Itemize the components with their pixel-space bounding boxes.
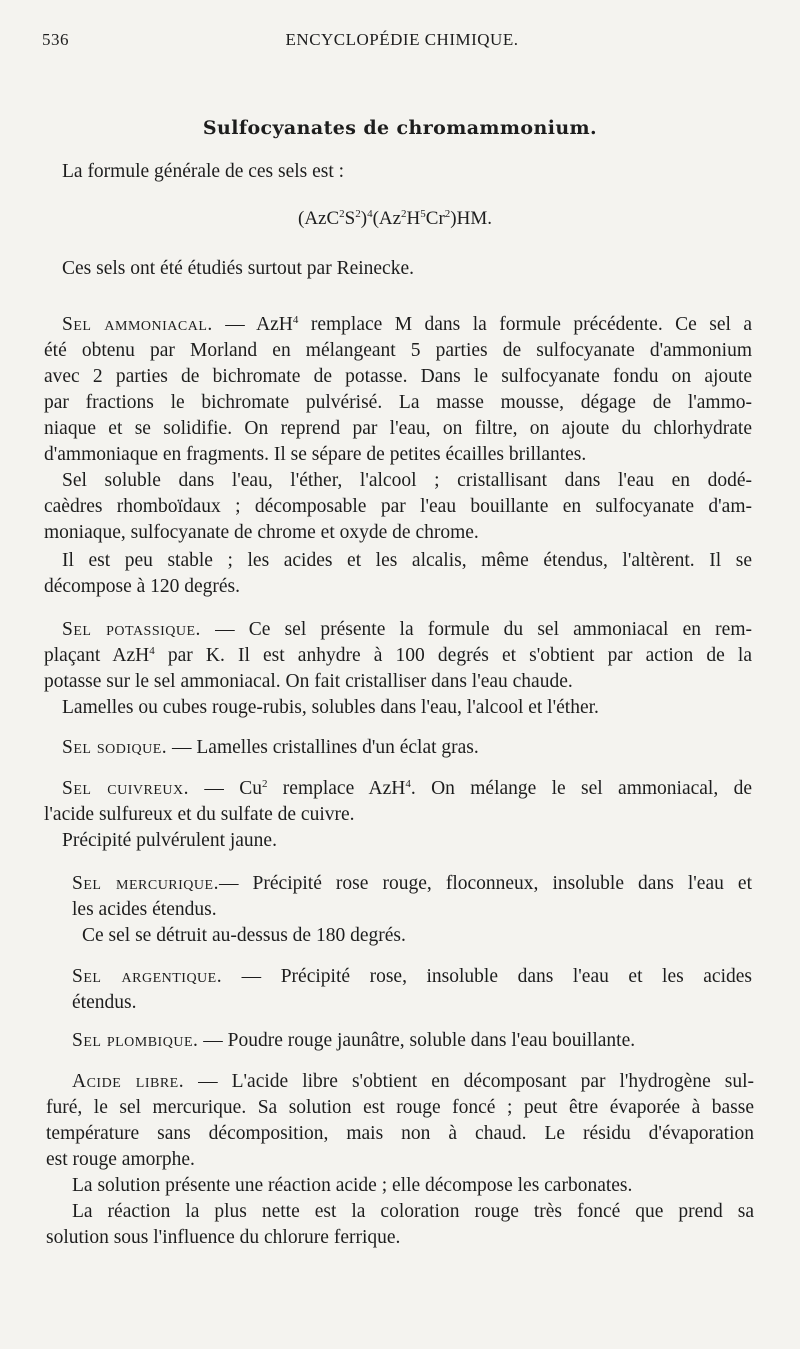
paragraph-line: La réaction la plus nette est la coloration rouge très foncé que prend sa (72, 1201, 754, 1222)
section-heading: Sel ammoniacal. (62, 314, 213, 335)
paragraph-line: avec 2 parties de bichromate de potasse. Dans le sulfocyanate fondu on ajoute (44, 366, 752, 387)
running-title: ENCYCLOPÉDIE CHIMIQUE. (285, 30, 519, 49)
paragraph-line: niaque et se solidifie. On reprend par l'eau, on filtre, on ajoute du chlorhydrate (44, 418, 752, 439)
page-header (42, 30, 762, 54)
paragraph-line: furé, le sel mercurique. Sa solution est rouge foncé ; peut être évaporée à basse (46, 1097, 754, 1118)
paragraph-line: les acides étendus. (72, 899, 217, 920)
general-formula: $(AzC^2S^2)^4(Az^2H^5Cr^2)HM$. (298, 208, 492, 229)
paragraph-line: potasse sur le sel ammoniacal. On fait cristalliser dans l'eau chaude. (44, 671, 573, 692)
paragraph-line: Sel ammoniacal. — AzH$^4$ remplace M dans la formule précédente. Ce sel a (62, 314, 753, 335)
paragraph-line: température sans décomposition, mais non à chaud. Le résidu d'évaporation (46, 1123, 754, 1144)
paragraph-line: plaçant AzH$^4$ par K. Il est anhydre à 100 degrés et s'obtient par action de la (44, 645, 752, 666)
paragraph-line: décompose à 120 degrés. (44, 576, 241, 597)
paragraph-line: Sel plombique. — Poudre rouge jaunâtre, soluble dans l'eau bouillante. (72, 1030, 636, 1051)
paragraph-line: Acide libre. — L'acide libre s'obtient en décomposant par l'hydrogène sul- (72, 1071, 755, 1092)
paragraph-line: Sel cuivreux. — Cu$^2$ remplace AzH$^4$. On mélange le sel ammoniacal, de (62, 778, 752, 799)
intro-line: La formule générale de ces sels est : (62, 161, 345, 182)
paragraph-line: Ce sel se détruit au-dessus de 180 degrés. (82, 925, 406, 946)
paragraph-line: Sel potassique. — Ce sel présente la formule du sel ammoniacal en rem- (62, 619, 752, 640)
paragraph-line: Précipité pulvérulent jaune. (62, 830, 277, 851)
paragraph-line: Sel argentique. — Précipité rose, insoluble dans l'eau et les acides (72, 966, 752, 987)
section-heading: Sel mercurique. (72, 873, 219, 894)
paragraph-line: Sel sodique. — Lamelles cristallines d'un éclat gras. (62, 737, 479, 758)
paragraph-line: solution sous l'influence du chlorure ferrique. (46, 1227, 401, 1248)
paragraph-line: d'ammoniaque en fragments. Il se sépare de petites écailles brillantes. (44, 444, 587, 465)
paragraph-line: Sel mercurique.— Précipité rose rouge, floconneux, insoluble dans l'eau et (72, 873, 753, 894)
paragraph-line: caèdres rhomboïdaux ; décomposable par l'eau bouillante en sulfocyanate d'am- (44, 496, 752, 517)
paragraph-line: l'acide sulfureux et du sulfate de cuivre. (44, 804, 355, 825)
paragraph-line: par fractions le bichromate pulvérisé. La masse mousse, dégage de l'ammo- (44, 392, 752, 413)
paragraph-line: moniaque, sulfocyanate de chrome et oxyde de chrome. (44, 522, 479, 543)
section-heading: Acide libre. (72, 1071, 185, 1092)
section-heading: Sel plombique. (72, 1030, 199, 1051)
section-heading: Sel argentique. (72, 966, 223, 987)
section-heading: Sel sodique. (62, 737, 168, 758)
paragraph-line: Lamelles ou cubes rouge-rubis, solubles dans l'eau, l'alcool et l'éther. (62, 697, 599, 718)
paragraph-line: est rouge amorphe. (46, 1149, 195, 1170)
paragraph-line: Il est peu stable ; les acides et les alcalis, même étendus, l'altèrent. Il se (62, 550, 752, 571)
section-title: Sulfocyanates de chromammonium. (202, 117, 598, 139)
page-number: 536 (42, 30, 69, 49)
section-heading: Sel potassique. (62, 619, 201, 640)
section-heading: Sel cuivreux. (62, 778, 189, 799)
paragraph-line: Sel soluble dans l'eau, l'éther, l'alcool ; cristallisant dans l'eau en dodé- (62, 470, 752, 491)
paragraph-line: étendus. (72, 992, 137, 1013)
paragraph-line: été obtenu par Morland en mélangeant 5 parties de sulfocyanate d'ammonium (44, 340, 752, 361)
studied-line: Ces sels ont été étudiés surtout par Reinecke. (62, 258, 414, 279)
paragraph-line: La solution présente une réaction acide ; elle décompose les carbonates. (72, 1175, 633, 1196)
